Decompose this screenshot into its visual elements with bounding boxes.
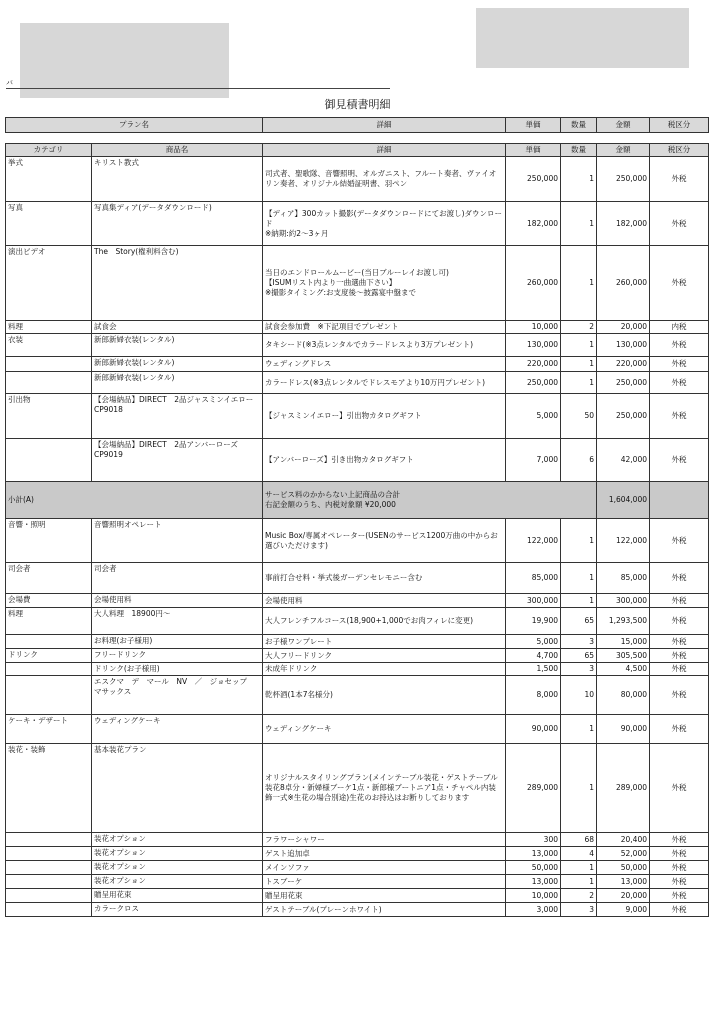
product-name-cell: 新郎新婦衣装(レンタル) (92, 357, 263, 372)
table-row (6, 394, 709, 439)
tax-class-cell: 外税 (650, 439, 709, 482)
product-name-cell: エスクマ デ マール NV ／ ジョセップ マサックス (92, 676, 263, 715)
category-header: カテゴリ (6, 144, 92, 157)
table-row (6, 608, 709, 635)
detail-cell: Music Box/専属オペレーター(USENのサービス1200万曲の中からお選びいただけます) (263, 519, 506, 563)
tax-class-cell: 外税 (650, 744, 709, 833)
redacted-address-block (476, 8, 689, 68)
category-cell (6, 889, 92, 903)
table-row (6, 847, 709, 861)
unit-price-cell: 5,000 (506, 635, 561, 649)
unit-price-cell: 289,000 (506, 744, 561, 833)
detail-cell: オリジナルスタイリングプラン(メインテーブル装花・ゲストテーブル装花8卓分・新婦様ブーケ1点・新郎様ブートニア1点・チャペル内装飾一式※生花の場合別途)生花のお持込はお断りしております (263, 744, 506, 833)
subtotal-row (6, 482, 709, 519)
tax-class-cell: 外税 (650, 608, 709, 635)
quantity-cell: 1 (561, 744, 597, 833)
unit-price-cell: 300 (506, 833, 561, 847)
recipient-prefix: バ (6, 79, 13, 87)
quantity-cell: 65 (561, 649, 597, 663)
category-cell: ドリンク (6, 649, 92, 663)
table-row (6, 875, 709, 889)
tax-class-cell: 外税 (650, 519, 709, 563)
detail-cell: お子様ワンプレート (263, 635, 506, 649)
quantity-cell: 1 (561, 357, 597, 372)
quantity-cell: 1 (561, 875, 597, 889)
unit-price-cell: 90,000 (506, 715, 561, 744)
category-cell: 司会者 (6, 563, 92, 594)
quantity-cell: 6 (561, 439, 597, 482)
detail-cell: 大人フリードリンク (263, 649, 506, 663)
quantity-cell: 3 (561, 903, 597, 917)
category-cell (6, 439, 92, 482)
unit-price-cell: 220,000 (506, 357, 561, 372)
table-row (6, 715, 709, 744)
table-row (6, 563, 709, 594)
tax-class-cell: 外税 (650, 246, 709, 321)
table-row (6, 439, 709, 482)
category-cell (6, 372, 92, 394)
detail-cell: 【ジャスミンイエロー】引出物カタログギフト (263, 394, 506, 439)
tax-class-cell: 外税 (650, 394, 709, 439)
unit-price-cell: 13,000 (506, 847, 561, 861)
amount-cell: 90,000 (597, 715, 650, 744)
unit-price-cell: 10,000 (506, 889, 561, 903)
plan-header-row (6, 118, 709, 133)
table-row (6, 519, 709, 563)
amount-cell: 300,000 (597, 594, 650, 608)
product-name-cell: 新郎新婦衣装(レンタル) (92, 334, 263, 357)
plan-header-table (5, 117, 709, 133)
detail-cell: カラードレス(※3点レンタルでドレスモアより10万円プレゼント) (263, 372, 506, 394)
estimate-detail-table (5, 143, 709, 917)
tax-header: 税区分 (650, 144, 709, 157)
quantity-cell: 68 (561, 833, 597, 847)
detail-cell: 【アンバーローズ】引き出物カタログギフト (263, 439, 506, 482)
unit-price-cell: 4,700 (506, 649, 561, 663)
product-name-cell: 会場使用料 (92, 594, 263, 608)
category-cell (6, 663, 92, 676)
table-row (6, 676, 709, 715)
tax-class-cell: 内税 (650, 321, 709, 334)
unit-price-cell: 85,000 (506, 563, 561, 594)
product-name-cell: カラークロス (92, 903, 263, 917)
detail-cell: ゲストテーブル(プレーンホワイト) (263, 903, 506, 917)
amount-cell: 50,000 (597, 861, 650, 875)
quantity-cell: 1 (561, 157, 597, 202)
tax-class-cell: 外税 (650, 357, 709, 372)
tax-class-cell: 外税 (650, 594, 709, 608)
table-row (6, 903, 709, 917)
subtotal-detail: サービス料のかからない上記商品の合計 右記金額のうち、内税対象額 ¥20,000 (263, 482, 597, 519)
quantity-cell: 65 (561, 608, 597, 635)
product-name-cell: キリスト教式 (92, 157, 263, 202)
amount-cell: 182,000 (597, 202, 650, 246)
unit-price-cell: 50,000 (506, 861, 561, 875)
unit-price-cell: 250,000 (506, 372, 561, 394)
estimate-table-body (6, 144, 709, 917)
detail-cell: 試食会参加費 ※下記項目でプレゼント (263, 321, 506, 334)
detail-cell: 当日のエンドロールムービー(当日ブルーレイお渡し可) 【ISUMリスト内より一曲選曲下さい】 ※撮影タイミング:お支度後～披露宴中盤まで (263, 246, 506, 321)
quantity-cell: 10 (561, 676, 597, 715)
plan-quantity-header: 数量 (561, 118, 597, 133)
amount-cell: 9,000 (597, 903, 650, 917)
category-cell (6, 875, 92, 889)
product-name-cell: 写真集ディア(データダウンロード) (92, 202, 263, 246)
recipient-underline (6, 88, 390, 89)
product-name-cell: 【会場納品】DIRECT 2品ジャスミンイエローCP9018 (92, 394, 263, 439)
amount-cell: 13,000 (597, 875, 650, 889)
product-name-cell: 音響照明オペレート (92, 519, 263, 563)
category-cell: 引出物 (6, 394, 92, 439)
quantity-cell: 4 (561, 847, 597, 861)
plan-details-header: 詳細 (263, 118, 506, 133)
amount-cell: 4,500 (597, 663, 650, 676)
amount-cell: 80,000 (597, 676, 650, 715)
product-name-cell: 試食会 (92, 321, 263, 334)
product-name-cell: 装花オプション (92, 861, 263, 875)
unit-price-cell: 260,000 (506, 246, 561, 321)
unit-price-cell: 13,000 (506, 875, 561, 889)
category-cell: 会場費 (6, 594, 92, 608)
tax-class-cell: 外税 (650, 202, 709, 246)
category-cell: 音響・照明 (6, 519, 92, 563)
unit-price-cell: 8,000 (506, 676, 561, 715)
amount-cell: 220,000 (597, 357, 650, 372)
product-name-cell: 装花オプション (92, 833, 263, 847)
tax-class-cell: 外税 (650, 715, 709, 744)
column-header-row (6, 144, 709, 157)
amount-cell: 250,000 (597, 394, 650, 439)
unit-price-cell: 130,000 (506, 334, 561, 357)
category-cell (6, 861, 92, 875)
product-name-cell: 基本装花プラン (92, 744, 263, 833)
amount-cell: 305,500 (597, 649, 650, 663)
category-cell (6, 676, 92, 715)
category-cell: ケーキ・デザート (6, 715, 92, 744)
product-name-cell: 司会者 (92, 563, 263, 594)
table-row (6, 649, 709, 663)
plan-unit-price-header: 単価 (506, 118, 561, 133)
detail-cell: 会場使用料 (263, 594, 506, 608)
table-row (6, 861, 709, 875)
tax-class-cell: 外税 (650, 676, 709, 715)
amount-cell: 20,000 (597, 889, 650, 903)
amount-cell: 20,400 (597, 833, 650, 847)
detail-cell: トスブーケ (263, 875, 506, 889)
subtotal-label: 小計(A) (6, 482, 263, 519)
detail-cell: 大人フレンチフルコース(18,900+1,000でお肉フィレに変更) (263, 608, 506, 635)
quantity-cell: 1 (561, 563, 597, 594)
category-cell (6, 903, 92, 917)
tax-class-cell: 外税 (650, 334, 709, 357)
quantity-cell: 1 (561, 246, 597, 321)
product-name-cell: 装花オプション (92, 847, 263, 861)
table-row (6, 889, 709, 903)
amount-cell: 250,000 (597, 372, 650, 394)
product-name-cell: お料理(お子様用) (92, 635, 263, 649)
tax-class-cell: 外税 (650, 833, 709, 847)
category-cell: 写真 (6, 202, 92, 246)
plan-amount-header: 金額 (597, 118, 650, 133)
detail-cell: 事前打合せ料・挙式後ガーデンセレモニー含む (263, 563, 506, 594)
tax-class-cell: 外税 (650, 875, 709, 889)
detail-cell: メインソファ (263, 861, 506, 875)
quantity-cell: 1 (561, 715, 597, 744)
unit-price-header: 単価 (506, 144, 561, 157)
tax-class-cell: 外税 (650, 372, 709, 394)
table-row (6, 334, 709, 357)
detail-cell: ゲスト追加卓 (263, 847, 506, 861)
table-row (6, 663, 709, 676)
category-cell: 料理 (6, 321, 92, 334)
quantity-cell: 1 (561, 334, 597, 357)
unit-price-cell: 300,000 (506, 594, 561, 608)
table-row (6, 157, 709, 202)
unit-price-cell: 7,000 (506, 439, 561, 482)
table-row (6, 744, 709, 833)
quantity-cell: 1 (561, 519, 597, 563)
product-name-cell: 贈呈用花束 (92, 889, 263, 903)
unit-price-cell: 19,900 (506, 608, 561, 635)
detail-cell: ウェディングドレス (263, 357, 506, 372)
product-name-cell: フリードリンク (92, 649, 263, 663)
table-row (6, 372, 709, 394)
amount-cell: 85,000 (597, 563, 650, 594)
amount-cell: 289,000 (597, 744, 650, 833)
unit-price-cell: 10,000 (506, 321, 561, 334)
quantity-cell: 2 (561, 889, 597, 903)
unit-price-cell: 5,000 (506, 394, 561, 439)
tax-class-cell: 外税 (650, 635, 709, 649)
product-name-cell: The Story(権利料含む) (92, 246, 263, 321)
unit-price-cell: 250,000 (506, 157, 561, 202)
category-cell: 演出ビデオ (6, 246, 92, 321)
tax-class-cell: 外税 (650, 563, 709, 594)
plan-tax-header: 税区分 (650, 118, 709, 133)
amount-header: 金額 (597, 144, 650, 157)
product-name-cell: 装花オプション (92, 875, 263, 889)
amount-cell: 260,000 (597, 246, 650, 321)
detail-cell: フラワーシャワー (263, 833, 506, 847)
quantity-cell: 3 (561, 635, 597, 649)
product-name-cell: 新郎新婦衣装(レンタル) (92, 372, 263, 394)
category-cell: 挙式 (6, 157, 92, 202)
table-row (6, 833, 709, 847)
tax-class-cell: 外税 (650, 649, 709, 663)
table-row (6, 357, 709, 372)
plan-name-header: プラン名 (6, 118, 263, 133)
detail-cell: ウェディングケーキ (263, 715, 506, 744)
category-cell (6, 357, 92, 372)
detail-cell: 司式者、聖歌隊、音響照明、オルガニスト、フルート奏者、ヴァイオリン奏者、オリジナル結婚証明書、羽ペン (263, 157, 506, 202)
subtotal-amount: 1,604,000 (597, 482, 650, 519)
quantity-cell: 1 (561, 202, 597, 246)
product-name-cell: ドリンク(お子様用) (92, 663, 263, 676)
table-row (6, 246, 709, 321)
tax-class-cell: 外税 (650, 861, 709, 875)
tax-class-cell: 外税 (650, 903, 709, 917)
product-name-cell: 【会場納品】DIRECT 2品アンバーローズCP9019 (92, 439, 263, 482)
detail-cell: 贈呈用花束 (263, 889, 506, 903)
amount-cell: 52,000 (597, 847, 650, 861)
quantity-cell: 1 (561, 372, 597, 394)
tax-class-cell: 外税 (650, 889, 709, 903)
amount-cell: 122,000 (597, 519, 650, 563)
amount-cell: 42,000 (597, 439, 650, 482)
quantity-header: 数量 (561, 144, 597, 157)
unit-price-cell: 122,000 (506, 519, 561, 563)
quantity-cell: 50 (561, 394, 597, 439)
amount-cell: 15,000 (597, 635, 650, 649)
table-row (6, 321, 709, 334)
tax-class-cell: 外税 (650, 663, 709, 676)
category-cell (6, 635, 92, 649)
quantity-cell: 3 (561, 663, 597, 676)
category-cell: 装花・装飾 (6, 744, 92, 833)
category-cell (6, 833, 92, 847)
page-title: 御見積書明細 (324, 98, 391, 111)
tax-class-cell: 外税 (650, 157, 709, 202)
category-cell (6, 847, 92, 861)
unit-price-cell: 3,000 (506, 903, 561, 917)
product-name-cell: 大人料理 18900円～ (92, 608, 263, 635)
detail-cell: 【ディア】300カット撮影(データダウンロードにてお渡し)ダウンロード ※納期:約2～3ヶ月 (263, 202, 506, 246)
subtotal-tax-cell (650, 482, 709, 519)
category-cell: 衣装 (6, 334, 92, 357)
amount-cell: 130,000 (597, 334, 650, 357)
tax-class-cell: 外税 (650, 847, 709, 861)
product-name-cell: ウェディングケーキ (92, 715, 263, 744)
detail-cell: 乾杯酒(1本7名様分) (263, 676, 506, 715)
unit-price-cell: 1,500 (506, 663, 561, 676)
amount-cell: 20,000 (597, 321, 650, 334)
table-row (6, 635, 709, 649)
product-header: 商品名 (92, 144, 263, 157)
details-header: 詳細 (263, 144, 506, 157)
amount-cell: 250,000 (597, 157, 650, 202)
quantity-cell: 1 (561, 594, 597, 608)
category-cell: 料理 (6, 608, 92, 635)
quantity-cell: 1 (561, 861, 597, 875)
detail-cell: 未成年ドリンク (263, 663, 506, 676)
amount-cell: 1,293,500 (597, 608, 650, 635)
table-row (6, 202, 709, 246)
unit-price-cell: 182,000 (506, 202, 561, 246)
quantity-cell: 2 (561, 321, 597, 334)
table-row (6, 594, 709, 608)
detail-cell: タキシード(※3点レンタルでカラードレスより3万プレゼント) (263, 334, 506, 357)
redacted-name-block (20, 23, 229, 98)
